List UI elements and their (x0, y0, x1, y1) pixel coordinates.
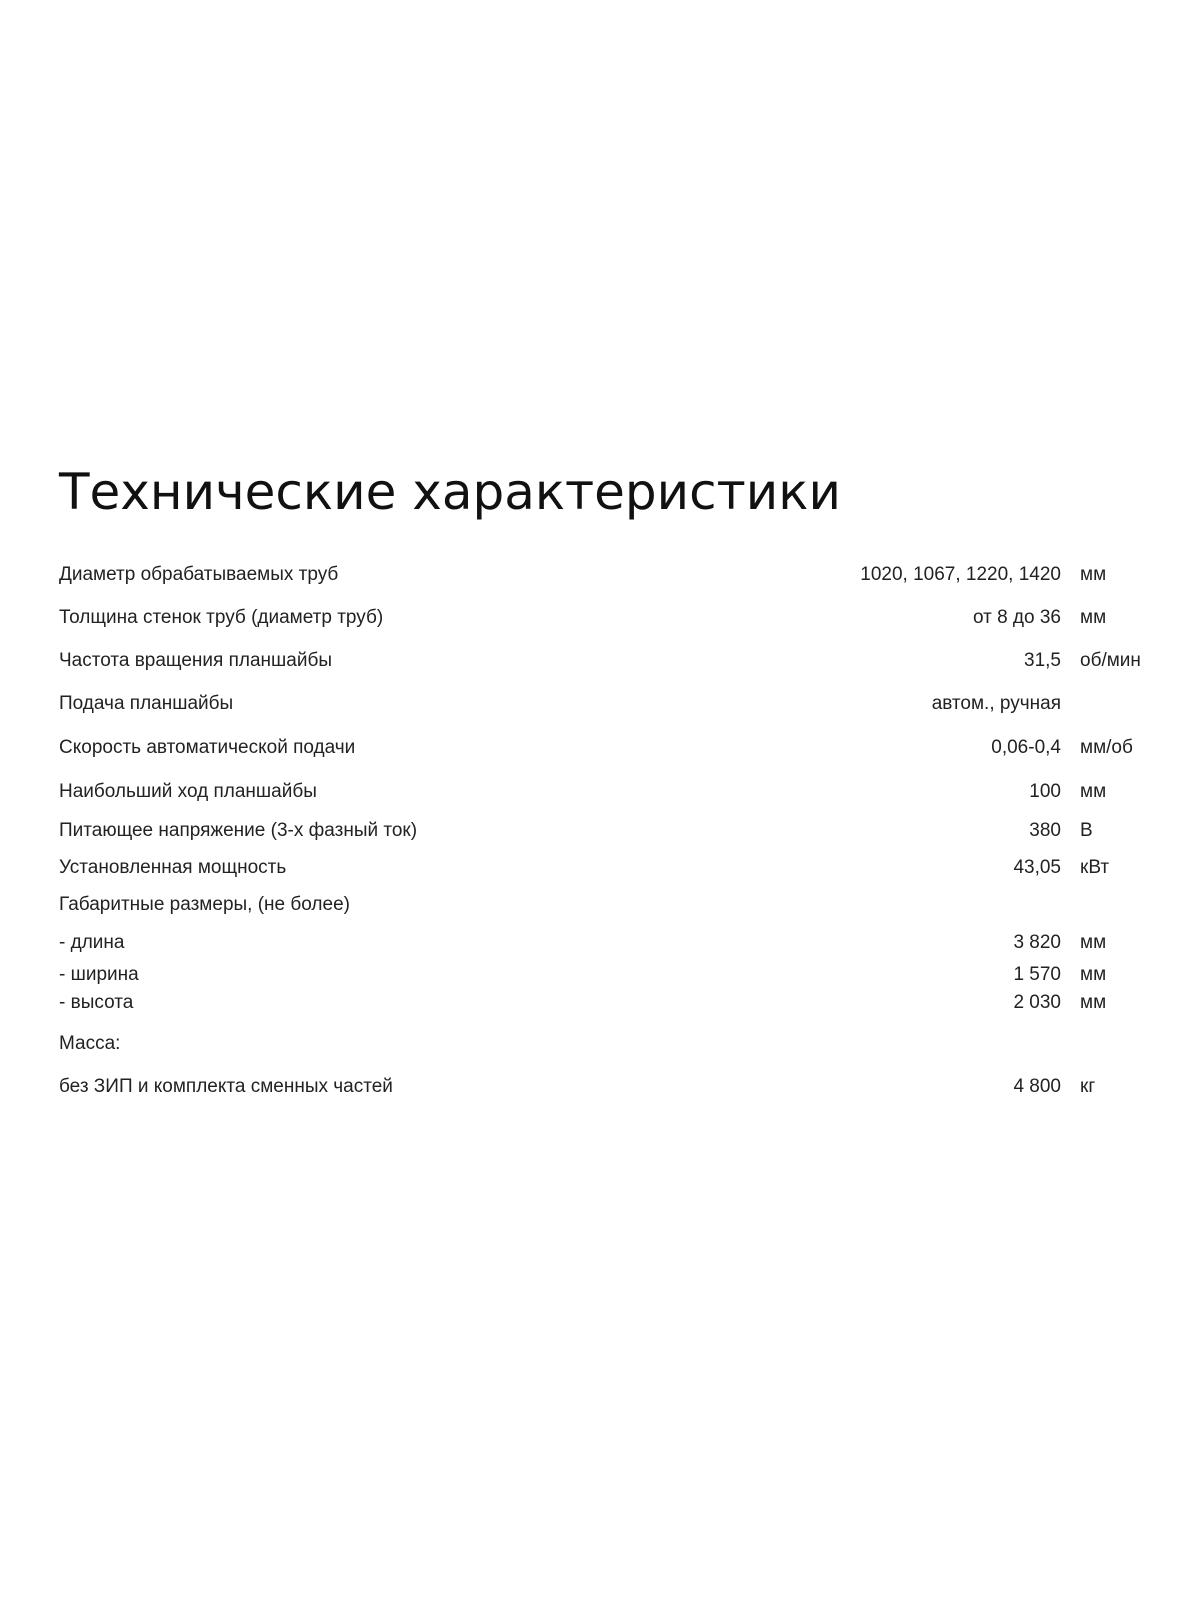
spec-unit: мм (1080, 932, 1107, 953)
spec-row-width (59, 963, 1159, 987)
page-title: Технические характеристики (59, 463, 841, 521)
spec-value: 1020, 1067, 1220, 1420 (860, 564, 1061, 585)
spec-label: Масса: (59, 1033, 121, 1054)
spec-row-dimensions-heading (59, 893, 1159, 917)
spec-value: автом., ручная (931, 693, 1061, 714)
spec-label: Скорость автоматической подачи (59, 737, 356, 758)
spec-value: 100 (1029, 781, 1061, 802)
spec-value: 3 820 (1013, 932, 1061, 953)
spec-label: Диаметр обрабатываемых труб (59, 564, 339, 585)
spec-unit: мм (1080, 607, 1107, 628)
spec-unit: мм (1080, 992, 1107, 1013)
spec-value: 0,06-0,4 (991, 737, 1061, 758)
spec-row-supply-voltage (59, 819, 1159, 843)
spec-row-length (59, 931, 1159, 955)
spec-label: - длина (59, 932, 125, 953)
spec-label: Питающее напряжение (3-х фазный ток) (59, 820, 418, 841)
spec-label: Подача планшайбы (59, 693, 234, 714)
spec-value: 31,5 (1024, 650, 1061, 671)
spec-label: Наибольший ход планшайбы (59, 781, 317, 802)
spec-value: 380 (1029, 820, 1061, 841)
spec-row-mass-heading (59, 1032, 1159, 1056)
spec-unit: мм (1080, 564, 1107, 585)
spec-unit: кВт (1080, 857, 1110, 878)
spec-unit: В (1080, 820, 1093, 841)
spec-row-faceplate-feed (59, 692, 1159, 716)
spec-section (59, 462, 1159, 522)
spec-row-mass-value (59, 1075, 1159, 1099)
spec-label: Толщина стенок труб (диаметр труб) (59, 607, 384, 628)
spec-row-height (59, 991, 1159, 1015)
spec-label: без ЗИП и комплекта сменных частей (59, 1076, 393, 1097)
spec-label: Габаритные размеры, (не более) (59, 894, 350, 915)
spec-unit: кг (1080, 1076, 1096, 1097)
spec-row-max-stroke (59, 780, 1159, 804)
spec-unit: об/мин (1080, 650, 1141, 671)
spec-row-rotation-speed (59, 649, 1159, 673)
spec-row-wall-thickness (59, 606, 1159, 630)
spec-unit: мм (1080, 964, 1107, 985)
spec-value: 4 800 (1013, 1076, 1061, 1097)
spec-unit: мм/об (1080, 737, 1133, 758)
spec-row-installed-power (59, 856, 1159, 880)
spec-unit: мм (1080, 781, 1107, 802)
spec-value: от 8 до 36 (972, 607, 1061, 628)
spec-value: 43,05 (1013, 857, 1061, 878)
spec-value: 2 030 (1013, 992, 1061, 1013)
spec-label: Частота вращения планшайбы (59, 650, 332, 671)
spec-label: - ширина (59, 964, 139, 985)
spec-value: 1 570 (1013, 964, 1061, 985)
spec-row-auto-feed-speed (59, 736, 1159, 760)
spec-label: Установленная мощность (59, 857, 287, 878)
spec-row-pipe-diameter (59, 563, 1159, 587)
spec-label: - высота (59, 992, 134, 1013)
